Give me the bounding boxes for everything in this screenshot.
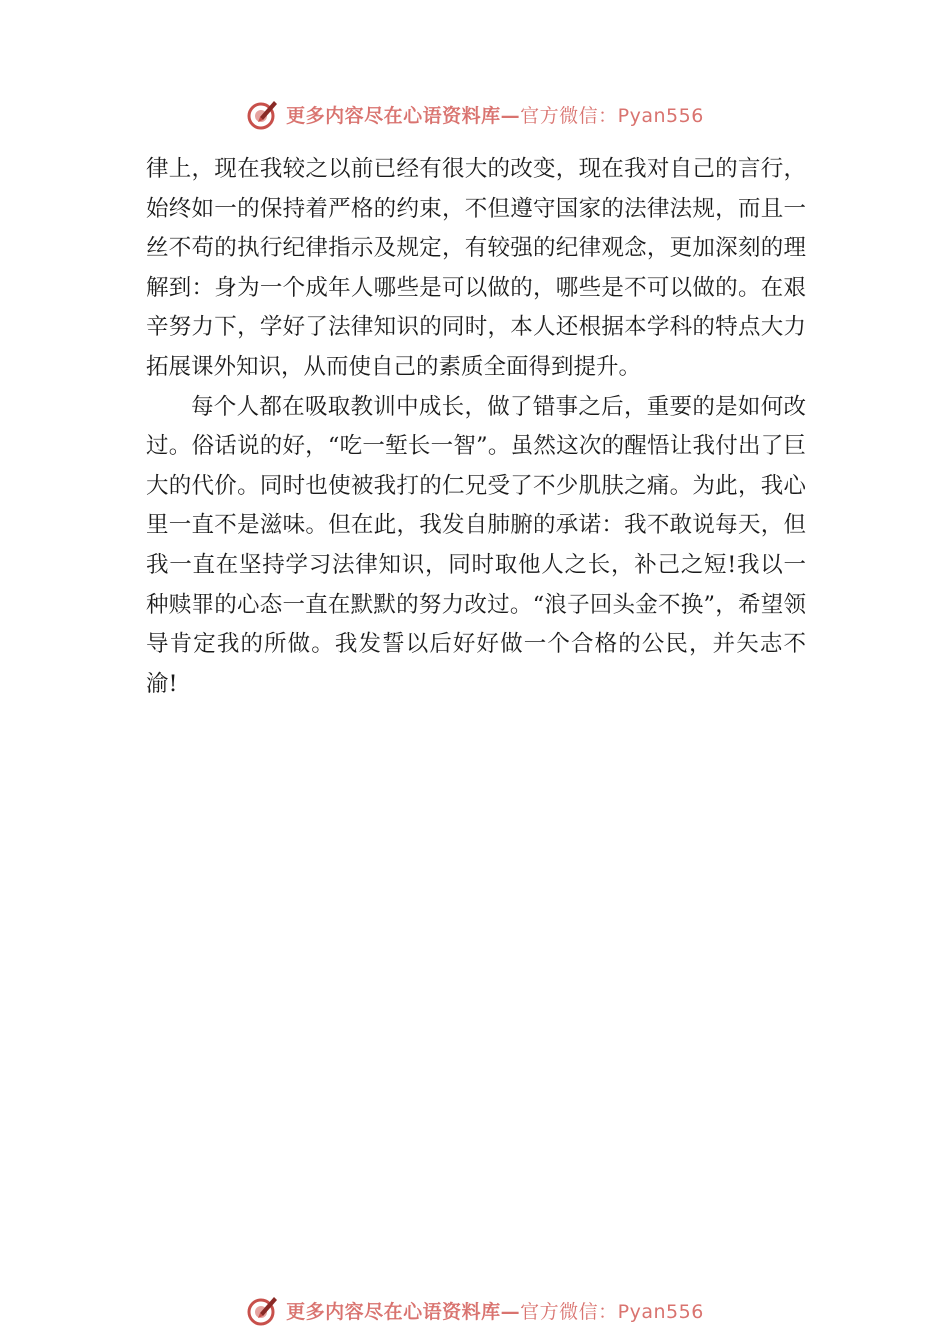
body-paragraph-2: 每个人都在吸取教训中成长，做了错事之后，重要的是如何改过。俗话说的好，“吃一堑长一智”。虽然这次的醒悟让我付出了巨大的代价。同时也使被我打的仁兄受了不少肌肤之痛。为此，我心里一直不是滋味。但在此，我发自肺腑的承诺：我不敢说每天，但我一直在坚持学习法律知识，同时取他人之长，补己之短!我以一种赎罪的心态一直在默默的努力改过。“浪子回头金不换”，希望领导肯定我的所做。我发誓以后好好做一个合格的公民，并矢志不渝! xyxy=(146,393,806,697)
footer-banner xyxy=(0,1290,950,1330)
header-banner-text xyxy=(286,101,704,128)
footer-banner-wechat: 官方微信：Pyan556 xyxy=(520,1300,704,1323)
pen-circle-logo-icon xyxy=(246,1293,280,1327)
footer-banner-text xyxy=(286,1297,704,1324)
header-banner xyxy=(0,94,950,134)
header-banner-main: 更多内容尽在心语资料库 xyxy=(286,104,501,127)
document-body xyxy=(146,150,806,704)
pen-circle-logo-icon xyxy=(246,97,280,131)
body-paragraph-1: 律上，现在我较之以前已经有很大的改变，现在我对自己的言行，始终如一的保持着严格的约束，不但遵守国家的法律法规，而且一丝不苟的执行纪律指示及规定，有较强的纪律观念，更加深刻的理解到：身为一个成年人哪些是可以做的，哪些是不可以做的。在艰辛努力下，学好了法律知识的同时，本人还根据本学科的特点大力拓展课外知识，从而使自己的素质全面得到提升。 xyxy=(146,156,806,380)
footer-banner-main: 更多内容尽在心语资料库 xyxy=(286,1300,501,1323)
footer-banner-dash: — xyxy=(500,1300,521,1323)
header-banner-wechat: 官方微信：Pyan556 xyxy=(520,104,704,127)
header-banner-dash: — xyxy=(500,104,521,127)
